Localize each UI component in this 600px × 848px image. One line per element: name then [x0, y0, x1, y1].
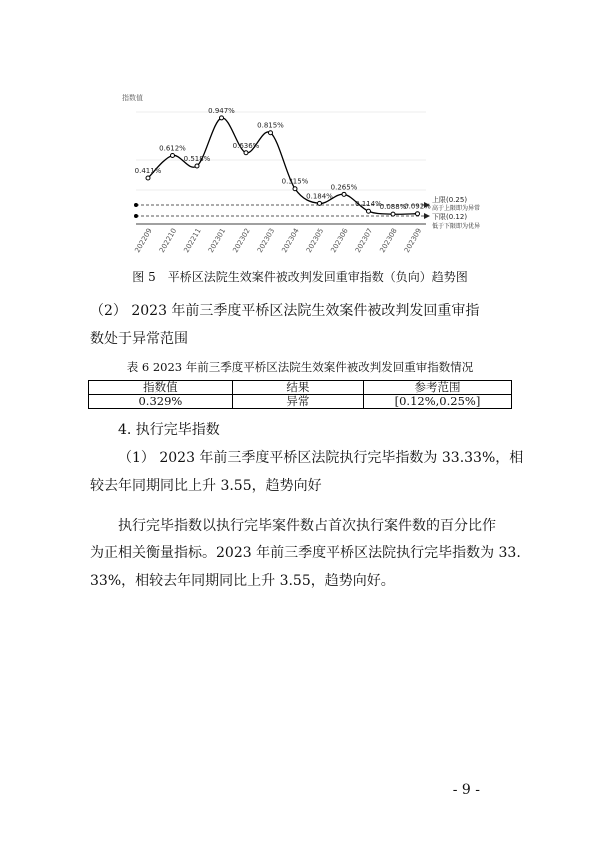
x-tick-label: 202309 — [402, 227, 424, 255]
data-point — [146, 176, 150, 180]
data-label: 0.184% — [306, 192, 333, 201]
x-tick-label: 202303 — [255, 227, 277, 255]
data-point — [391, 212, 395, 216]
x-tick-label: 202304 — [280, 227, 301, 255]
data-point — [195, 164, 199, 168]
data-label: 0.636% — [232, 141, 260, 150]
data-point — [269, 131, 273, 135]
data-point — [342, 192, 346, 196]
data-label: 0.947% — [208, 106, 235, 115]
x-tick-label: 202308 — [378, 227, 399, 255]
data-label: 0.315% — [281, 177, 309, 186]
lower-limit-arrow — [424, 213, 430, 219]
paragraph-2-line-1: （1） 2023 年前三季度平桥区法院执行完毕指数为 33.33%，相 — [118, 450, 524, 466]
page-number: - 9 - — [452, 782, 480, 798]
section-heading: 4. 执行完毕指数 — [118, 422, 220, 438]
data-point — [293, 187, 297, 191]
x-tick-label: 202210 — [157, 227, 179, 255]
data-label: 0.612% — [159, 144, 186, 153]
trend-chart — [118, 88, 490, 260]
paragraph-1-line-2: 数处于异常范围 — [90, 331, 188, 347]
x-tick-label: 202306 — [329, 227, 350, 255]
header-index-value: 指数值 — [89, 381, 233, 395]
header-result: 结果 — [232, 381, 363, 395]
x-tick-label: 202301 — [206, 227, 228, 255]
data-label: 0.411% — [134, 166, 162, 175]
data-point — [171, 153, 175, 157]
paragraph-3-line-2: 为正相关衡量指标。2023 年前三季度平桥区法院执行完毕指数为 33. — [90, 545, 521, 561]
cell-result: 异常 — [232, 395, 363, 409]
x-tick-label: 202209 — [133, 227, 154, 255]
data-point — [220, 116, 224, 120]
table-header-row — [89, 381, 512, 395]
figure-caption: 图 5 平桥区法院生效案件被改判发回重审指数（负向）趋势图 — [132, 270, 468, 284]
paragraph-2-line-2: 较去年同期同比上升 3.55，趋势向好 — [90, 478, 322, 494]
data-label: 0.088% — [379, 203, 407, 212]
x-tick-label: 202305 — [304, 227, 326, 255]
data-point — [244, 151, 248, 155]
table-caption: 表 6 2023 年前三季度平桥区法院生效案件被改判发回重审指数情况 — [126, 360, 474, 374]
data-point — [367, 209, 371, 213]
header-reference-range: 参考范围 — [363, 381, 511, 395]
data-label: 0.114% — [355, 200, 382, 209]
cell-reference-range: [0.12%,0.25%] — [363, 395, 511, 409]
x-tick-label: 202211 — [182, 227, 203, 255]
x-tick-labels — [133, 227, 423, 255]
lower-limit-note: 低于下限即为优异 — [432, 223, 481, 230]
upper-limit-marker — [134, 203, 138, 207]
table-row — [89, 395, 512, 409]
paragraph-1-line-1: （2） 2023 年前三季度平桥区法院生效案件被改判发回重审指 — [90, 303, 480, 319]
upper-limit-label: 上限(0.25) — [432, 196, 468, 204]
data-marks — [135, 107, 432, 216]
index-table — [88, 380, 512, 409]
data-label: 0.518% — [183, 154, 211, 163]
data-point — [416, 212, 420, 216]
paragraph-3-line-3: 33%，相较去年同期同比上升 3.55，趋势向好。 — [90, 573, 395, 589]
data-label: 0.092% — [404, 202, 431, 211]
x-tick-label: 202302 — [231, 227, 252, 255]
data-label: 0.265% — [330, 183, 358, 192]
y-axis-label: 指数值 — [122, 94, 143, 102]
data-label: 0.815% — [257, 121, 284, 130]
upper-limit-note: 高于上限即为异常 — [432, 205, 481, 212]
lower-limit-label: 下限(0.12) — [432, 213, 468, 221]
cell-index-value: 0.329% — [89, 395, 233, 409]
lower-limit-marker — [134, 214, 138, 218]
data-point — [318, 201, 322, 205]
paragraph-3-line-1: 执行完毕指数以执行完毕案件数占首次执行案件数的百分比作 — [118, 518, 496, 534]
x-tick-label: 202307 — [353, 227, 375, 255]
